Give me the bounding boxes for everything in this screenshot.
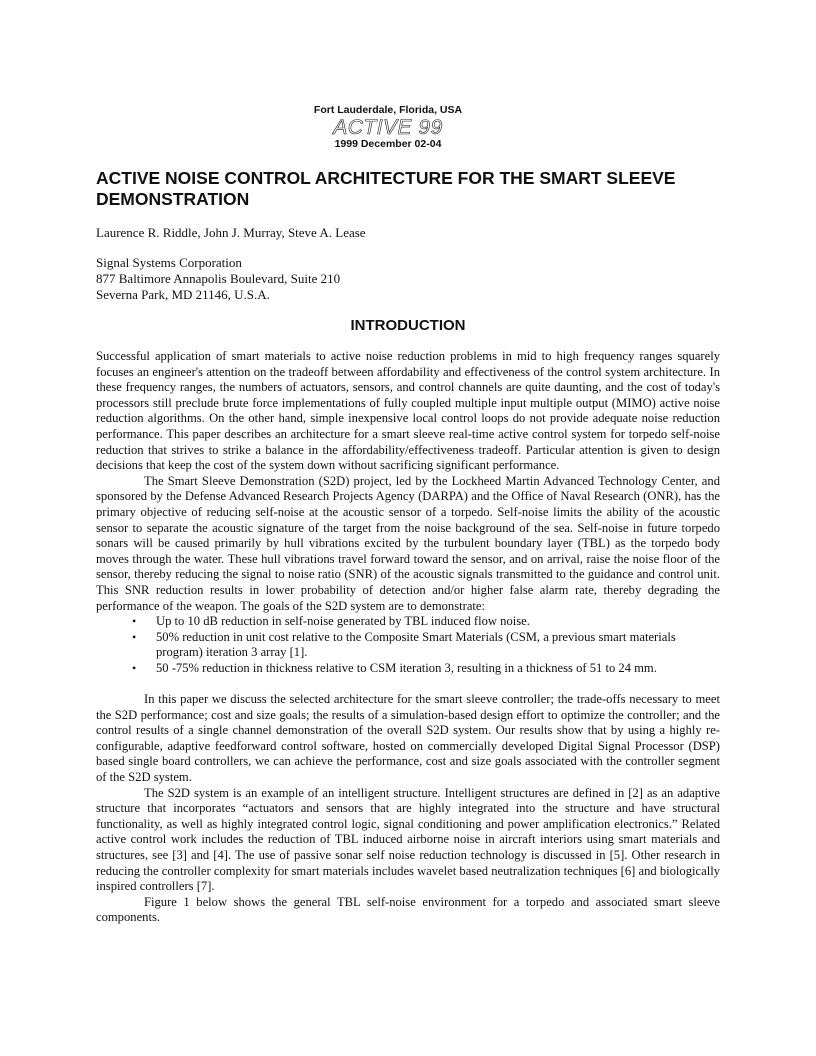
paragraph-2: The Smart Sleeve Demonstration (S2D) project, led by the Lockheed Martin Advanced Technology Center, and sponsored by the Defense Advanced Research Projects Agency (DARPA) and the Office of Naval Research (ONR), has the primary objective of reducing self-noise at the acoustic sensor of a torpedo. Self-noise limits the ability of the acoustic sensor to separate the acoustic signature of the target from the noise background of the sea. Self-noise in future torpedo sonars will be caused primarily by hull vibrations excited by the turbulent boundary layer (TBL) as the torpedo body moves through the water. These hull vibrations travel forward toward the sensor, and on arrival, raise the noise floor of the sensor, thereby reducing the signal to noise ratio (SNR) of the acoustic signals transmitted to the guidance and control unit. This SNR reduction results in lower probability of detection and/or higher false alarm rate, thereby degrading the performance of the weapon. The goals of the S2D system are to demonstrate: — [96, 473, 720, 613]
goal-item-text: Up to 10 dB reduction in self-noise generated by TBL induced flow noise. — [156, 614, 530, 629]
paragraph-4: The S2D system is an example of an intelligent structure. Intelligent structures are defined in [2] as an adaptive structure that incorporates “actuators and sensors that are highly integrated into the structure and have structural functionality, as well as highly integrated control logic, signal conditioning and power amplification electronics.” Related active control work includes the reduction of TBL induced airborne noise in aircraft interiors using smart materials and structures, see [3] and [4]. The use of passive sonar self noise reduction technology is discussed in [5]. Other research in reducing the controller complexity for smart materials includes wavelet based neutralization techniques [6] and biologically inspired controllers [7]. — [96, 785, 720, 894]
goal-item-text: 50 -75% reduction in thickness relative to CSM iteration 3, resulting in a thickness of 51 to 24 mm. — [156, 660, 657, 675]
conference-location: Fort Lauderdale, Florida, USA — [313, 104, 463, 116]
conference-name: ACTIVE 99 — [333, 116, 443, 139]
goal-item-text: 50% reduction in unit cost relative to the Composite Smart Materials (CSM, a previous smart materials program) iteration 3 array [1]. — [156, 629, 676, 660]
paragraph-1: Successful application of smart materials to active noise reduction problems in mid to high frequency ranges squarely focuses an engineer's attention on the tradeoff between affordability and effectiveness of the control system architecture. In these frequency ranges, the numbers of actuators, sensors, and control channels are quite daunting, and the cost of today's processors still preclude brute force implementations of fully coupled multiple input multiple output (MIMO) active noise reduction algorithms. On the other hand, simple inexpensive local control loops do not provide adequate noise reduction performance. This paper describes an architecture for a smart sleeve real-time active control system for torpedo self-noise reduction that strives to strike a balance in the affordability/effectiveness tradeoff. Particular attention is given to design decisions that keep the cost of the system down without sacrificing significant performance. — [96, 349, 720, 473]
paper-title: ACTIVE NOISE CONTROL ARCHITECTURE FOR THE SMART SLEEVE DEMONSTRATION — [96, 168, 676, 209]
goal-item — [132, 614, 720, 630]
section-heading-introduction: INTRODUCTION — [350, 317, 466, 334]
goal-item — [132, 629, 720, 661]
affiliation-block — [96, 255, 340, 303]
affiliation-address-line1: 877 Baltimore Annapolis Boulevard, Suite 210 — [96, 271, 341, 286]
affiliation-address-line2: Severna Park, MD 21146, U.S.A. — [96, 287, 270, 302]
goals-list — [96, 614, 720, 676]
goal-item — [132, 660, 720, 677]
paragraph-5: Figure 1 below shows the general TBL self-noise environment for a torpedo and associated smart sleeve components. — [96, 894, 720, 925]
affiliation-organization: Signal Systems Corporation — [96, 255, 242, 270]
conference-header — [0, 104, 776, 150]
bullet-icon: • — [132, 660, 137, 675]
bullet-icon: • — [132, 614, 137, 629]
paragraph-3: In this paper we discuss the selected architecture for the smart sleeve controller; the trade-offs necessary to meet the S2D performance; cost and size goals; the results of a simulation-based design effort to optimize the controller; and the control results of a single channel demonstration of the overall S2D system. Our results show that by using a highly re-configurable, adaptive feedforward control software, hosted on commercially developed Digital Signal Processor (DSP) based single board controllers, we can achieve the performance, cost and size goals associated with the controller segment of the S2D system. — [96, 692, 720, 785]
bullet-icon: • — [132, 629, 137, 644]
introduction-body — [96, 349, 720, 926]
conference-dates: 1999 December 02-04 — [334, 138, 442, 150]
author-list: Laurence R. Riddle, John J. Murray, Steve A. Lease — [96, 225, 366, 240]
